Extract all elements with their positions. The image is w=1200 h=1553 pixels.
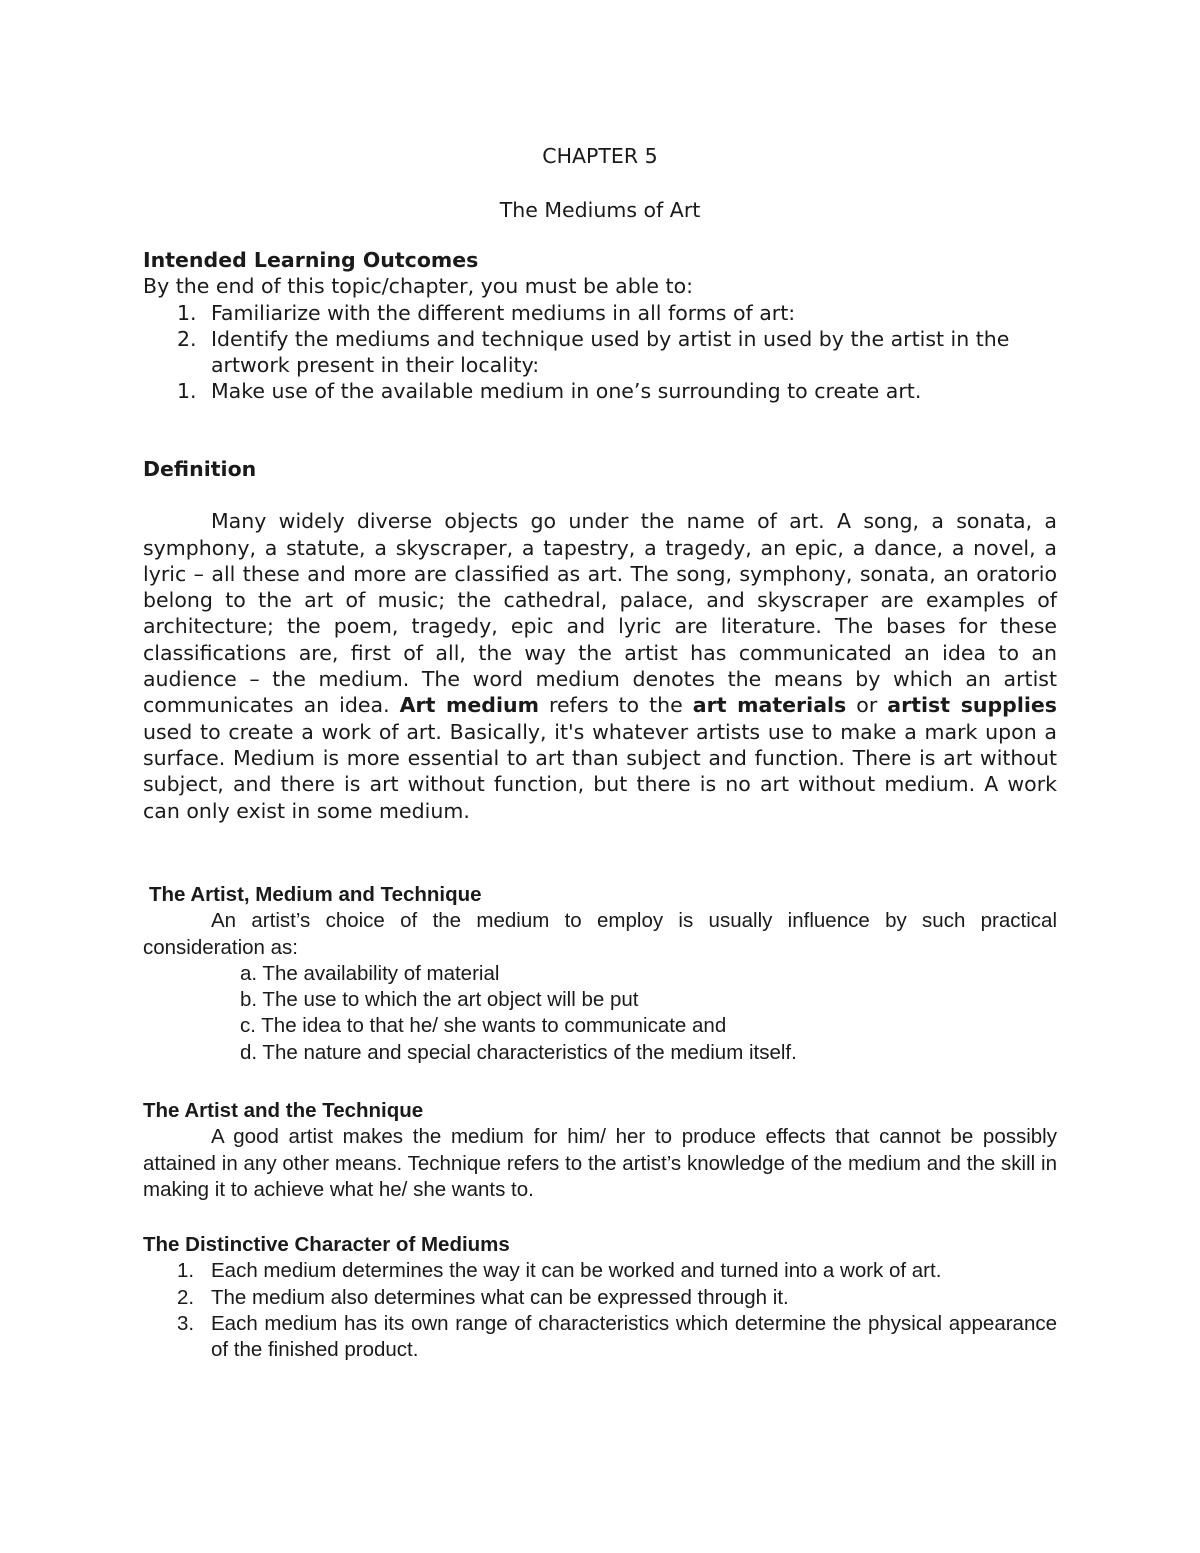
list-marker: 1. bbox=[177, 1259, 195, 1283]
list-item bbox=[143, 1311, 1057, 1364]
outcomes-section bbox=[143, 247, 1057, 405]
list-item bbox=[143, 378, 1057, 404]
outcomes-list bbox=[143, 300, 1057, 405]
list-item-text: Familiarize with the different mediums in all forms of art: bbox=[211, 300, 796, 325]
list-item: a. The availability of material bbox=[240, 961, 500, 985]
list-marker: 1. bbox=[177, 300, 197, 325]
chapter-label: CHAPTER 5 bbox=[542, 144, 658, 168]
distinctive-list bbox=[143, 1258, 1057, 1363]
term-art-medium: Art medium bbox=[399, 693, 539, 718]
definition-text-a: Many widely diverse objects go under the name of art. A song, a sonata, a symphony, a statute, a skyscraper, a tapestry, a tragedy, an epic, a dance, a novel, a lyric – all these and more are classified as art. The song, symphony, sonata, an oratorio belong to the art of music; the cathedral, palace, and skyscraper are examples of architecture; the poem, tragedy, epic and lyric are literature. The bases for these classifications are, first of all, the way the artist has communicated an idea to an audience – the medium. The word medium denotes the means by which an artist communicates an idea. bbox=[143, 509, 1057, 718]
definition-text-mid1: refers to the bbox=[538, 693, 693, 718]
artist-technique-section bbox=[143, 1098, 1057, 1203]
definition-paragraph bbox=[143, 508, 1057, 824]
list-marker: 1. bbox=[177, 379, 197, 404]
outcomes-heading: Intended Learning Outcomes bbox=[143, 248, 479, 272]
list-item: b. The use to which the art object will be put bbox=[240, 988, 639, 1012]
distinctive-section bbox=[143, 1232, 1057, 1363]
artist-medium-heading: The Artist, Medium and Technique bbox=[149, 883, 482, 906]
artist-technique-heading: The Artist and the Technique bbox=[143, 1099, 424, 1122]
list-item-text: Each medium has its own range of characteristics which determine the physical appearance of the finished product. bbox=[211, 1311, 1057, 1362]
list-item bbox=[143, 1258, 1057, 1284]
term-art-materials: art materials bbox=[692, 693, 847, 718]
definition-text-b: used to create a work of art. Basically, it's whatever artists use to make a mark upon a surface. Medium is more essential to art than subject and function. There is art without subject, and there is art without function, but there is no art without medium. A work can only exist in some medium. bbox=[143, 719, 1057, 823]
list-item: d. The nature and special characteristics of the medium itself. bbox=[240, 1040, 797, 1064]
outcomes-intro: By the end of this topic/chapter, you must be able to: bbox=[143, 274, 694, 299]
list-item bbox=[143, 1285, 1057, 1311]
list-marker: 2. bbox=[177, 326, 197, 351]
distinctive-heading: The Distinctive Character of Mediums bbox=[143, 1233, 510, 1256]
artist-technique-paragraph: A good artist makes the medium for him/ her to produce effects that cannot be possibly attained in any other means. Technique refers to the artist’s knowledge of the medium and the skill in making it to achieve what he/ she wants to. bbox=[143, 1125, 1057, 1201]
definition-text-mid2: or bbox=[846, 693, 888, 718]
list-item: c. The idea to that he/ she wants to communicate and bbox=[240, 1014, 727, 1038]
list-item bbox=[143, 300, 1057, 326]
list-item-text: Make use of the available medium in one’s surrounding to create art. bbox=[211, 379, 922, 404]
list-item-text: Each medium determines the way it can be worked and turned into a work of art. bbox=[211, 1259, 942, 1283]
list-marker: 3. bbox=[177, 1311, 195, 1335]
list-marker: 2. bbox=[177, 1285, 195, 1309]
definition-section bbox=[143, 456, 1057, 824]
list-item-text: The medium also determines what can be expressed through it. bbox=[211, 1285, 789, 1309]
list-item-text: Identify the mediums and technique used by artist in used by the artist in the artwork present in their locality: bbox=[211, 326, 1010, 378]
artist-medium-section bbox=[143, 882, 1057, 1066]
page-title: The Mediums of Art bbox=[499, 198, 701, 222]
definition-heading: Definition bbox=[143, 457, 257, 481]
term-artist-supplies: artist supplies bbox=[887, 693, 1057, 718]
artist-medium-intro: An artist’s choice of the medium to employ is usually influence by such practical consideration as: bbox=[143, 909, 1057, 959]
list-item bbox=[143, 326, 1057, 379]
